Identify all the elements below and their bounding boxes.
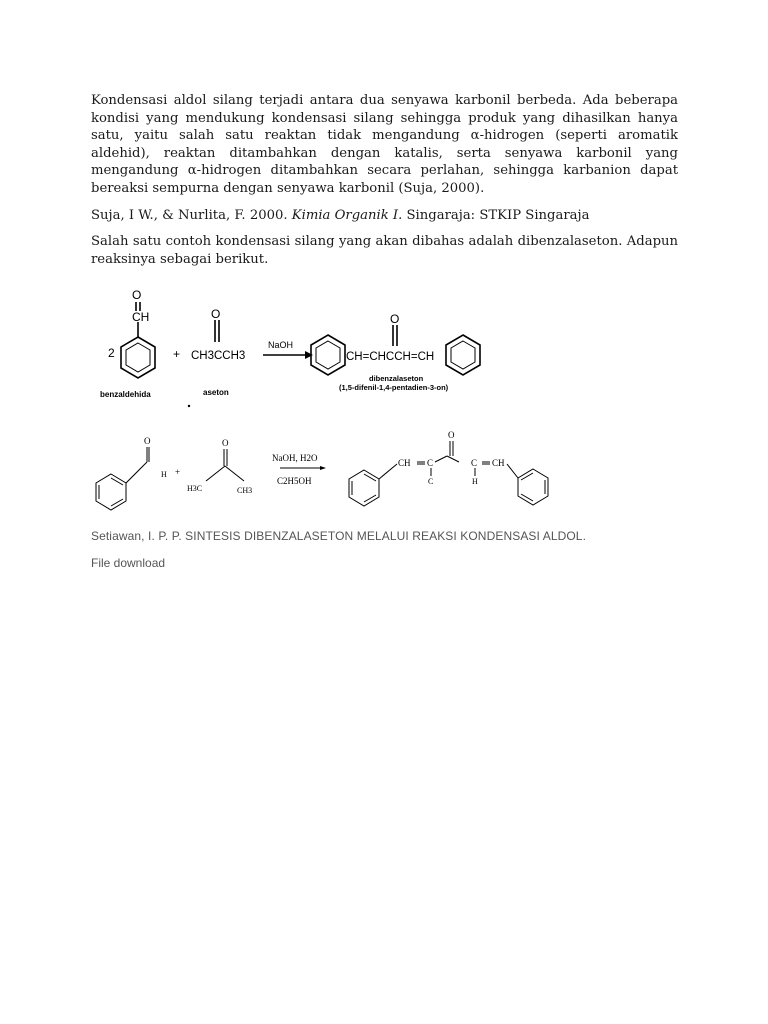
source-citation: Setiawan, I. P. P. SINTESIS DIBENZALASETON MELALUI REAKSI KONDENSASI ALDOL. (91, 529, 587, 543)
product-chain: CH=CHCCH=CH (346, 351, 435, 363)
aldehyde-oxygen-2: O (144, 436, 151, 446)
coef-2: 2 (108, 346, 115, 360)
file-download-link[interactable]: File download (91, 556, 166, 570)
reaction-scheme-2 (87, 426, 579, 520)
product-ch-left: CH (398, 458, 411, 468)
product-ch-right: CH (492, 458, 505, 468)
reagent-naoh: NaOH (268, 340, 294, 350)
product-c-left: C (427, 458, 434, 468)
reference-suja (91, 207, 678, 225)
product-c-right: C (471, 458, 478, 468)
reaction-scheme-1 (91, 280, 496, 415)
stray-dot (188, 405, 190, 407)
label-benzaldehida: benzaldehida (100, 390, 151, 399)
paragraph-aldol-intro: Kondensasi aldol silang terjadi antara dua senyawa karbonil berbeda. Ada beberapa kondisi yang mendukung kondensasi silang sehingga produk yang dihasilkan hanya satu, yaitu salah satu reaktan tidak mengandung α-hidrogen (seperti aromatik aldehid), reaktan ditambahkan dengan katalis, serta senyawa karbonil yang mengandung α-hidrogen ditambahkan secara perlahan, sehingga karbanion dapat bereaksi sempurna dengan senyawa karbonil (Suja, 2000). (91, 93, 678, 196)
aldehyde-oxygen: O (132, 288, 142, 302)
acetone-ch3: CH3 (237, 486, 253, 495)
product-ring-left-2 (349, 470, 379, 506)
aldehyde-h: H (161, 470, 167, 479)
reagent-ethanol: C2H5OH (277, 476, 312, 486)
product-h-below: H (472, 477, 478, 486)
plus-sign-2: + (175, 467, 181, 477)
product-oxygen-2: O (448, 430, 455, 440)
product-c-below: C (428, 477, 434, 486)
acetone-formula: CH3CCH3 (191, 350, 246, 362)
aldehyde-ch: CH (132, 310, 150, 324)
reference-book-title: Kimia Organik I. (291, 207, 403, 223)
acetone-oxygen: O (211, 307, 221, 321)
reagent-naoh-water: NaOH, H2O (272, 453, 318, 463)
document-body (91, 92, 678, 277)
acetone-h3c: H3C (187, 484, 203, 493)
product-name: dibenzalaseton (369, 374, 424, 383)
product-iupac: (1,5-difenil-1,4-pentadien-3-on) (339, 383, 449, 392)
paragraph-dibenzalaseton: Salah satu contoh kondensasi silang yang akan dibahas adalah dibenzalaseton. Adapun reaksinya sebagai berikut. (91, 234, 678, 267)
reference-authors: Suja, I W., & Nurlita, F. 2000. (91, 207, 292, 223)
product-oxygen: O (390, 312, 400, 326)
reference-publisher: Singaraja: STKIP Singaraja (402, 207, 590, 223)
acetone-oxygen-2: O (222, 438, 229, 448)
benzaldehyde-ring-2 (96, 474, 126, 510)
product-ring-right-2 (518, 469, 548, 505)
label-aseton: aseton (203, 388, 229, 397)
plus-sign-1: + (173, 347, 181, 361)
